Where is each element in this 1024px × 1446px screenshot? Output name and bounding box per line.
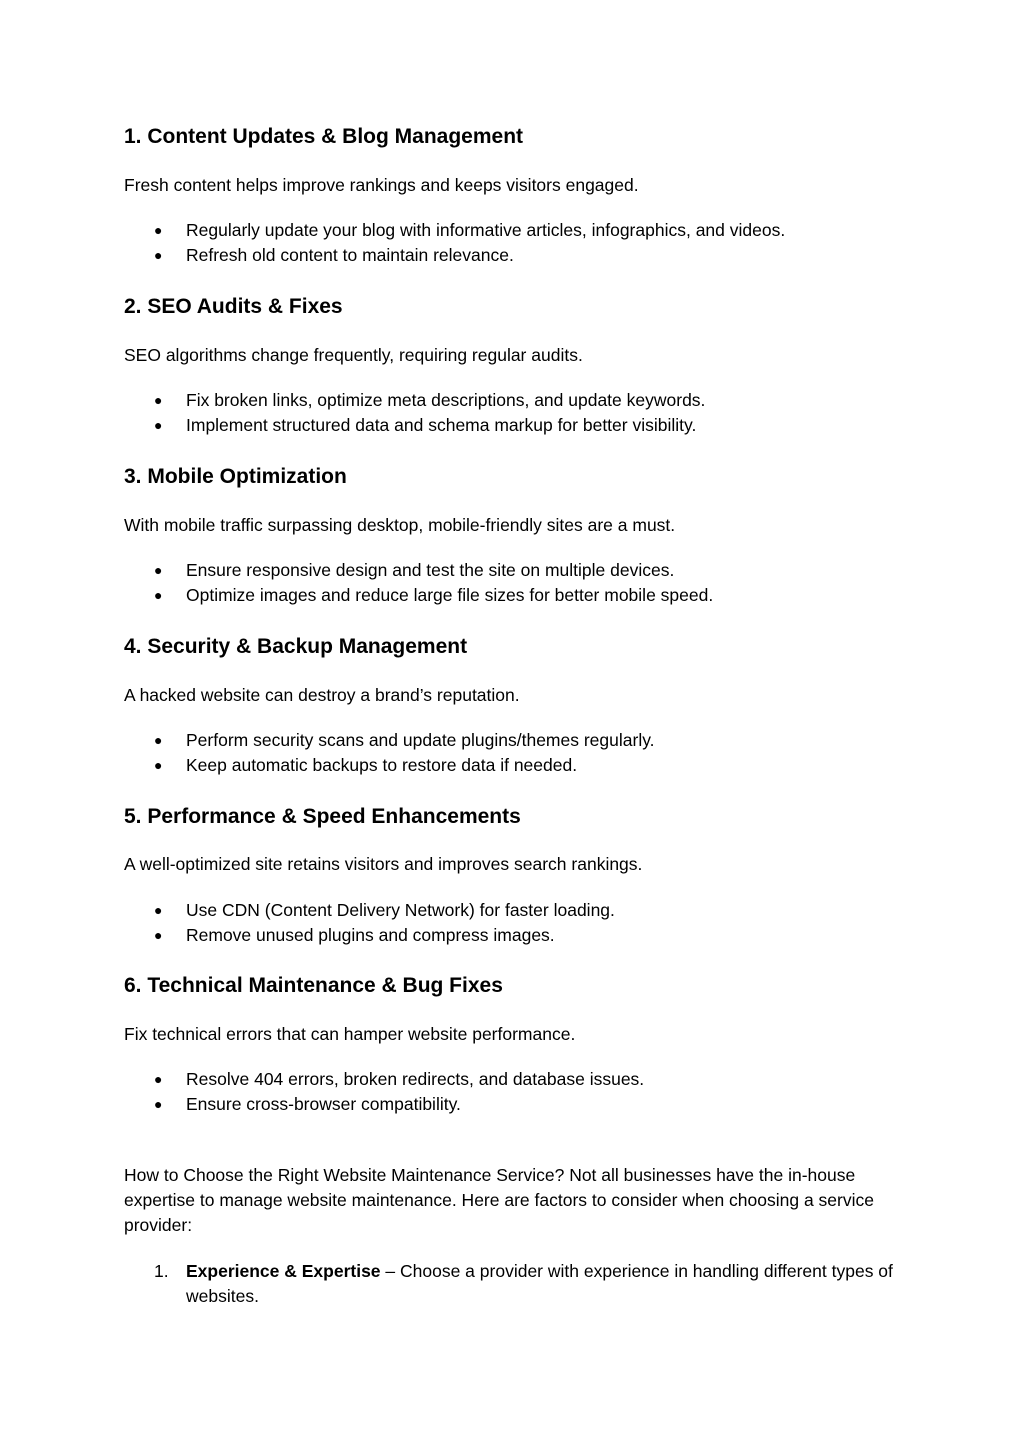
bullet-icon: ● xyxy=(154,732,163,748)
list-item-text: Optimize images and reduce large file sizes for better mobile speed. xyxy=(186,585,714,605)
bullet-list xyxy=(124,218,785,268)
section-heading: 1. Content Updates & Blog Management xyxy=(124,125,524,148)
list-item xyxy=(124,1092,644,1117)
choose-service-paragraph: How to Choose the Right Website Maintenance Service? Not all businesses have the in-house expertise to manage website maintenance. Here are factors to consider when choosing a service provider: xyxy=(124,1165,874,1235)
factor-term: Experience & Expertise xyxy=(186,1261,381,1281)
bullet-list xyxy=(124,898,615,948)
list-item-text: Perform security scans and update plugins/themes regularly. xyxy=(186,730,655,750)
section-intro: With mobile traffic surpassing desktop, mobile-friendly sites are a must. xyxy=(124,515,676,535)
section-heading: 6. Technical Maintenance & Bug Fixes xyxy=(124,974,503,997)
list-item xyxy=(124,413,705,438)
list-item xyxy=(124,388,705,413)
bullet-icon: ● xyxy=(154,927,163,943)
bullet-list xyxy=(124,1067,644,1117)
bullet-icon: ● xyxy=(154,222,163,238)
list-item xyxy=(124,218,785,243)
section-intro: Fresh content helps improve rankings and keeps visitors engaged. xyxy=(124,175,639,195)
factor-description: – Choose a provider with experience in handling different types of websites. xyxy=(186,1261,893,1306)
list-item xyxy=(124,728,655,753)
section-intro: A well-optimized site retains visitors and improves search rankings. xyxy=(124,854,643,874)
list-item-text: Use CDN (Content Delivery Network) for faster loading. xyxy=(186,900,615,920)
list-item-text: Refresh old content to maintain relevance. xyxy=(186,245,514,265)
bullet-icon: ● xyxy=(154,562,163,578)
bullet-list xyxy=(124,388,705,438)
section-intro: Fix technical errors that can hamper website performance. xyxy=(124,1024,576,1044)
section-intro: A hacked website can destroy a brand’s reputation. xyxy=(124,685,520,705)
section-heading: 4. Security & Backup Management xyxy=(124,635,468,658)
section-intro: SEO algorithms change frequently, requiring regular audits. xyxy=(124,345,583,365)
bullet-icon: ● xyxy=(154,247,163,263)
section-heading: 5. Performance & Speed Enhancements xyxy=(124,805,521,828)
bullet-icon: ● xyxy=(154,1096,163,1112)
factors-list xyxy=(124,1259,894,1309)
list-item-text: Ensure responsive design and test the site on multiple devices. xyxy=(186,560,675,580)
section-heading: 2. SEO Audits & Fixes xyxy=(124,295,343,318)
list-item-text: Remove unused plugins and compress images. xyxy=(186,925,555,945)
list-item-text: Implement structured data and schema markup for better visibility. xyxy=(186,415,697,435)
bullet-list xyxy=(124,558,713,608)
bullet-icon: ● xyxy=(154,1071,163,1087)
list-item-text: Keep automatic backups to restore data if needed. xyxy=(186,755,578,775)
list-number: 1. xyxy=(154,1261,169,1281)
list-item xyxy=(124,1067,644,1092)
list-item-text: Resolve 404 errors, broken redirects, and database issues. xyxy=(186,1069,645,1089)
list-item xyxy=(124,1259,894,1309)
bullet-list xyxy=(124,728,655,778)
section-heading: 3. Mobile Optimization xyxy=(124,465,347,488)
bullet-icon: ● xyxy=(154,392,163,408)
bullet-icon: ● xyxy=(154,757,163,773)
list-item xyxy=(124,753,655,778)
bullet-icon: ● xyxy=(154,587,163,603)
list-item xyxy=(124,898,615,923)
list-item-text: Regularly update your blog with informative articles, infographics, and videos. xyxy=(186,220,786,240)
list-item-text: Ensure cross-browser compatibility. xyxy=(186,1094,461,1114)
list-item xyxy=(124,923,615,948)
list-item xyxy=(124,583,713,608)
bullet-icon: ● xyxy=(154,417,163,433)
bullet-icon: ● xyxy=(154,902,163,918)
list-item xyxy=(124,558,713,583)
list-item xyxy=(124,243,785,268)
list-item-text: Fix broken links, optimize meta descriptions, and update keywords. xyxy=(186,390,706,410)
